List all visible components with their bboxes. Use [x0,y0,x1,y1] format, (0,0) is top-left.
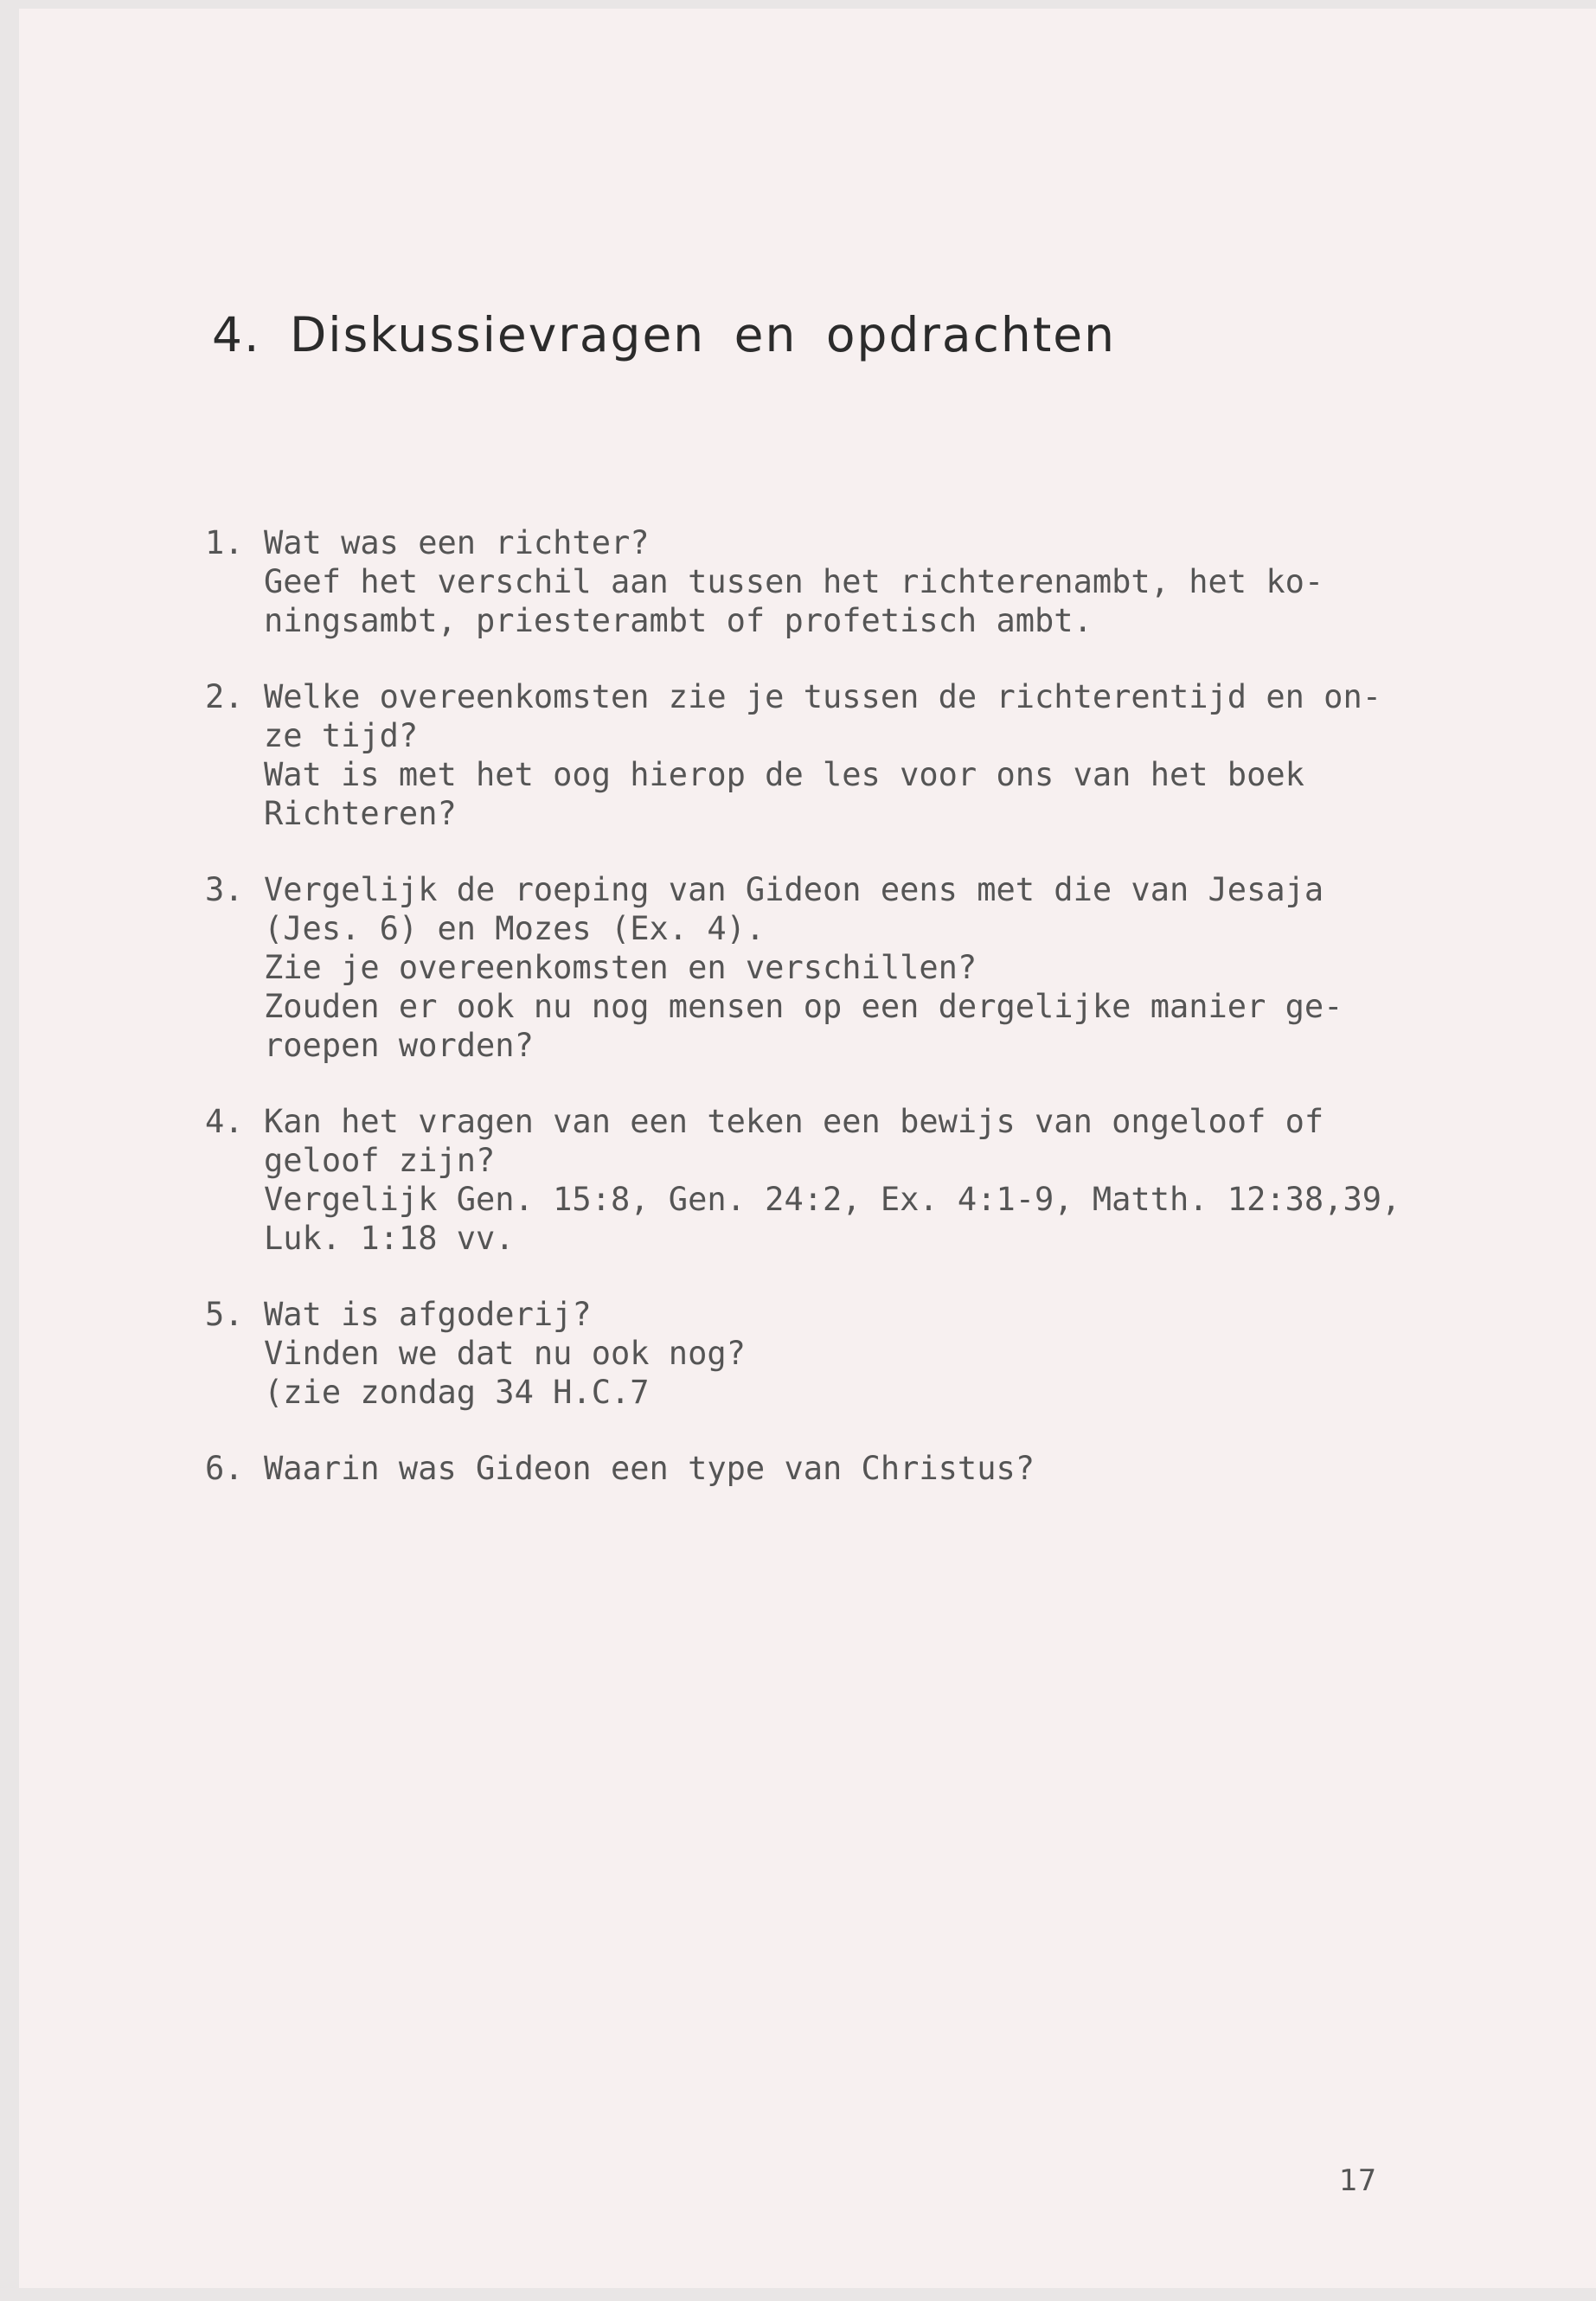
question-text [264,1449,1459,1488]
question-number: 3. [205,871,244,908]
question-line: Vergelijk Gen. 15:8, Gen. 24:2, Ex. 4:1-9, Matth. 12:38,39, [264,1181,1401,1218]
question-item [205,1449,1459,1488]
question-line: Welke overeenkomsten zie je tussen de richterentijd en on- [264,678,1382,715]
question-line: Zie je overeenkomsten en verschillen? [264,949,977,986]
question-line: (zie zondag 34 H.C.7 [264,1374,650,1411]
question-number: 2. [205,678,244,715]
question-number: 4. [205,1103,244,1140]
question-line: Kan het vragen van een teken een bewijs van ongeloof of [264,1103,1324,1140]
question-number: 1. [205,524,244,561]
question-text [264,523,1459,640]
question-text [264,1295,1459,1412]
section-heading: 4. Diskussievragen en opdrachten [212,307,1116,362]
question-line: Vergelijk de roeping van Gideon eens met die van Jesaja [264,871,1324,908]
question-number: 6. [205,1450,244,1487]
question-item [205,870,1459,1065]
question-item [205,1102,1459,1258]
question-number: 5. [205,1296,244,1333]
page [19,9,1596,2288]
question-line: geloof zijn? [264,1142,496,1179]
question-line: Wat is met het oog hierop de les voor ons van het boek [264,756,1304,793]
question-line: Geef het verschil aan tussen het richterenambt, het ko- [264,563,1324,600]
question-text [264,1102,1459,1258]
question-line: roepen worden? [264,1027,534,1064]
page-number: 17 [1339,2163,1377,2198]
question-item [205,677,1459,833]
question-list [205,523,1459,1525]
question-line: ningsambt, priesterambt of profetisch ambt. [264,602,1093,639]
question-item [205,1295,1459,1412]
question-text [264,870,1459,1065]
question-text [264,677,1459,833]
question-line: (Jes. 6) en Mozes (Ex. 4). [264,910,766,947]
question-item [205,523,1459,640]
question-line: Wat is afgoderij? [264,1296,592,1333]
question-line: Zouden er ook nu nog mensen op een dergelijke manier ge- [264,988,1343,1025]
question-line: Vinden we dat nu ook nog? [264,1335,746,1372]
question-line: Luk. 1:18 vv. [264,1220,515,1257]
question-line: ze tijd? [264,717,419,754]
question-line: Waarin was Gideon een type van Christus? [264,1450,1035,1487]
question-line: Wat was een richter? [264,524,650,561]
question-line: Richteren? [264,795,457,832]
